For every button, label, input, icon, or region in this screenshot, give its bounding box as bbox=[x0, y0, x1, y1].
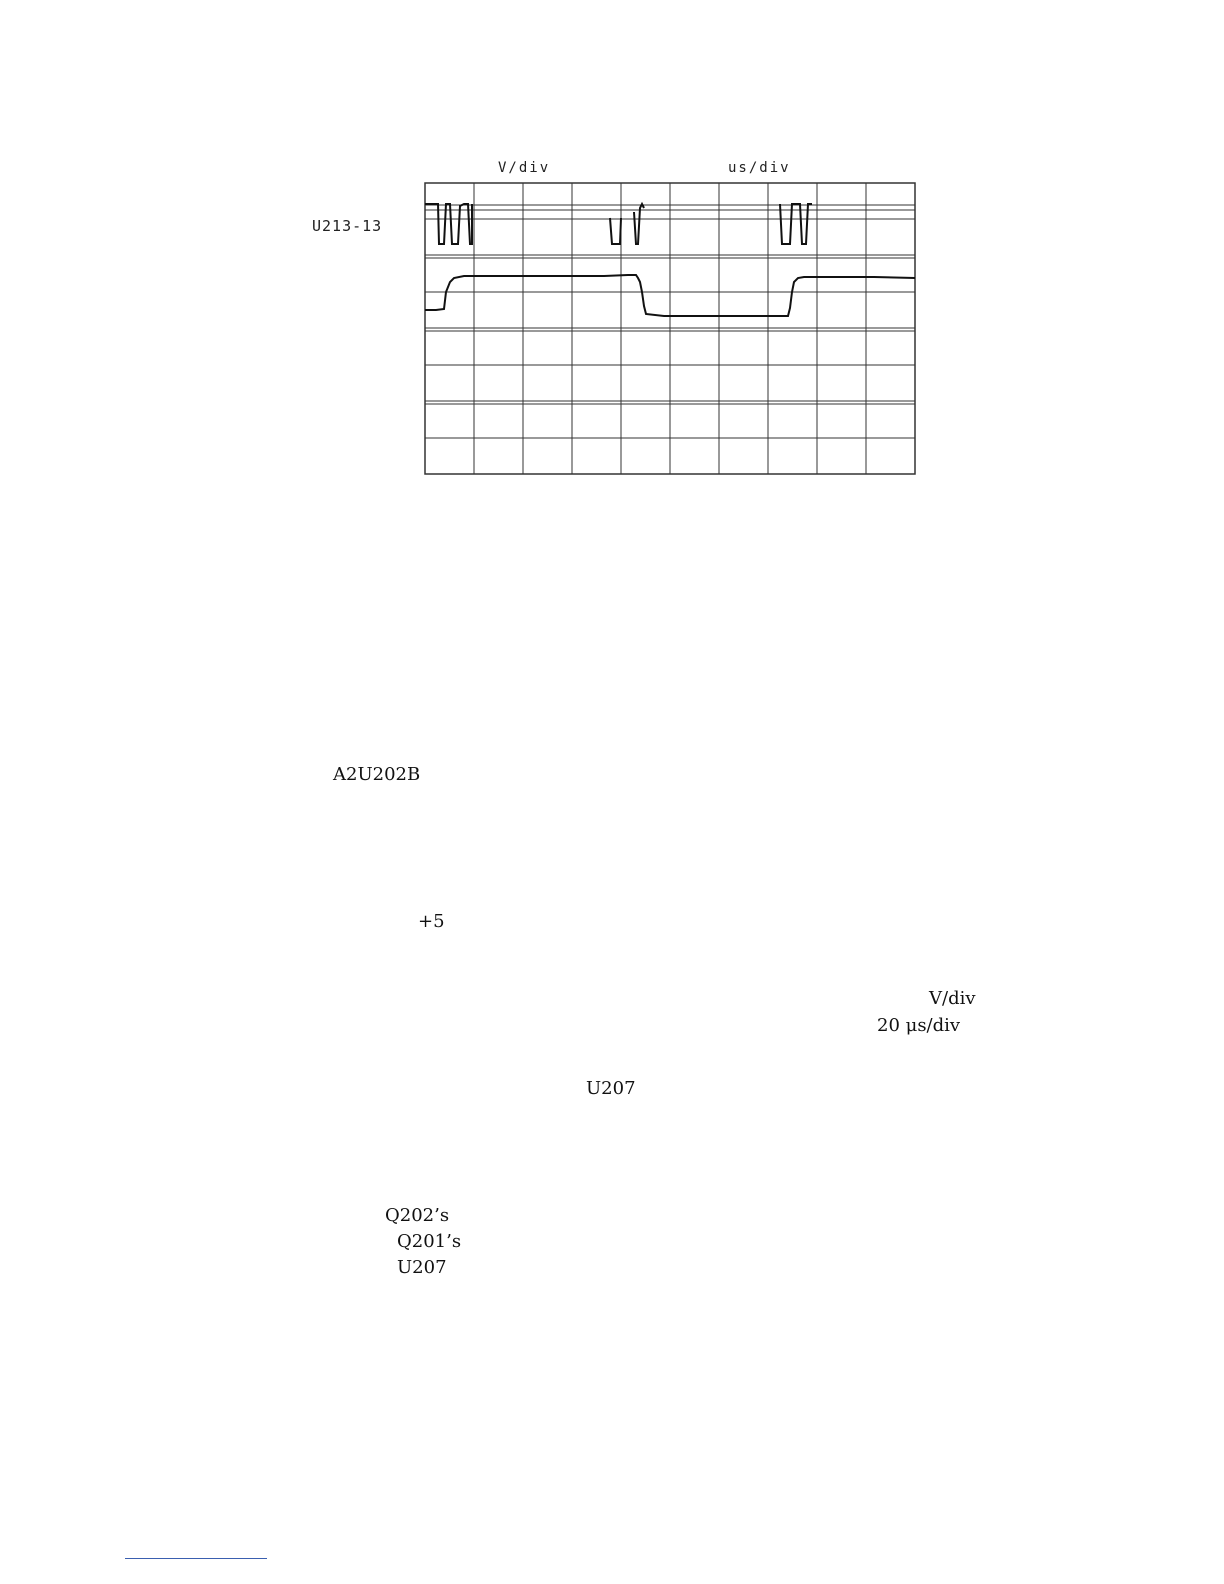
label-u207-second: U207 bbox=[397, 1257, 447, 1278]
label-us-per-div: 20 μs/div bbox=[877, 1015, 961, 1036]
scope-grid bbox=[425, 183, 915, 474]
footnote-rule bbox=[125, 1558, 267, 1559]
oscilloscope-display bbox=[424, 182, 916, 476]
label-plus5: +5 bbox=[418, 911, 445, 932]
trace-label-u213-13: U213-13 bbox=[312, 217, 383, 235]
label-a2u202b: A2U202B bbox=[333, 764, 421, 785]
scope-usdiv-label: us/div bbox=[728, 160, 791, 176]
label-u207-first: U207 bbox=[586, 1078, 636, 1099]
label-q202s: Q202’s bbox=[385, 1205, 450, 1226]
scope-vdiv-label: V/div bbox=[498, 160, 551, 176]
label-vdiv: V/div bbox=[929, 988, 976, 1009]
label-q201s: Q201’s bbox=[397, 1231, 462, 1252]
